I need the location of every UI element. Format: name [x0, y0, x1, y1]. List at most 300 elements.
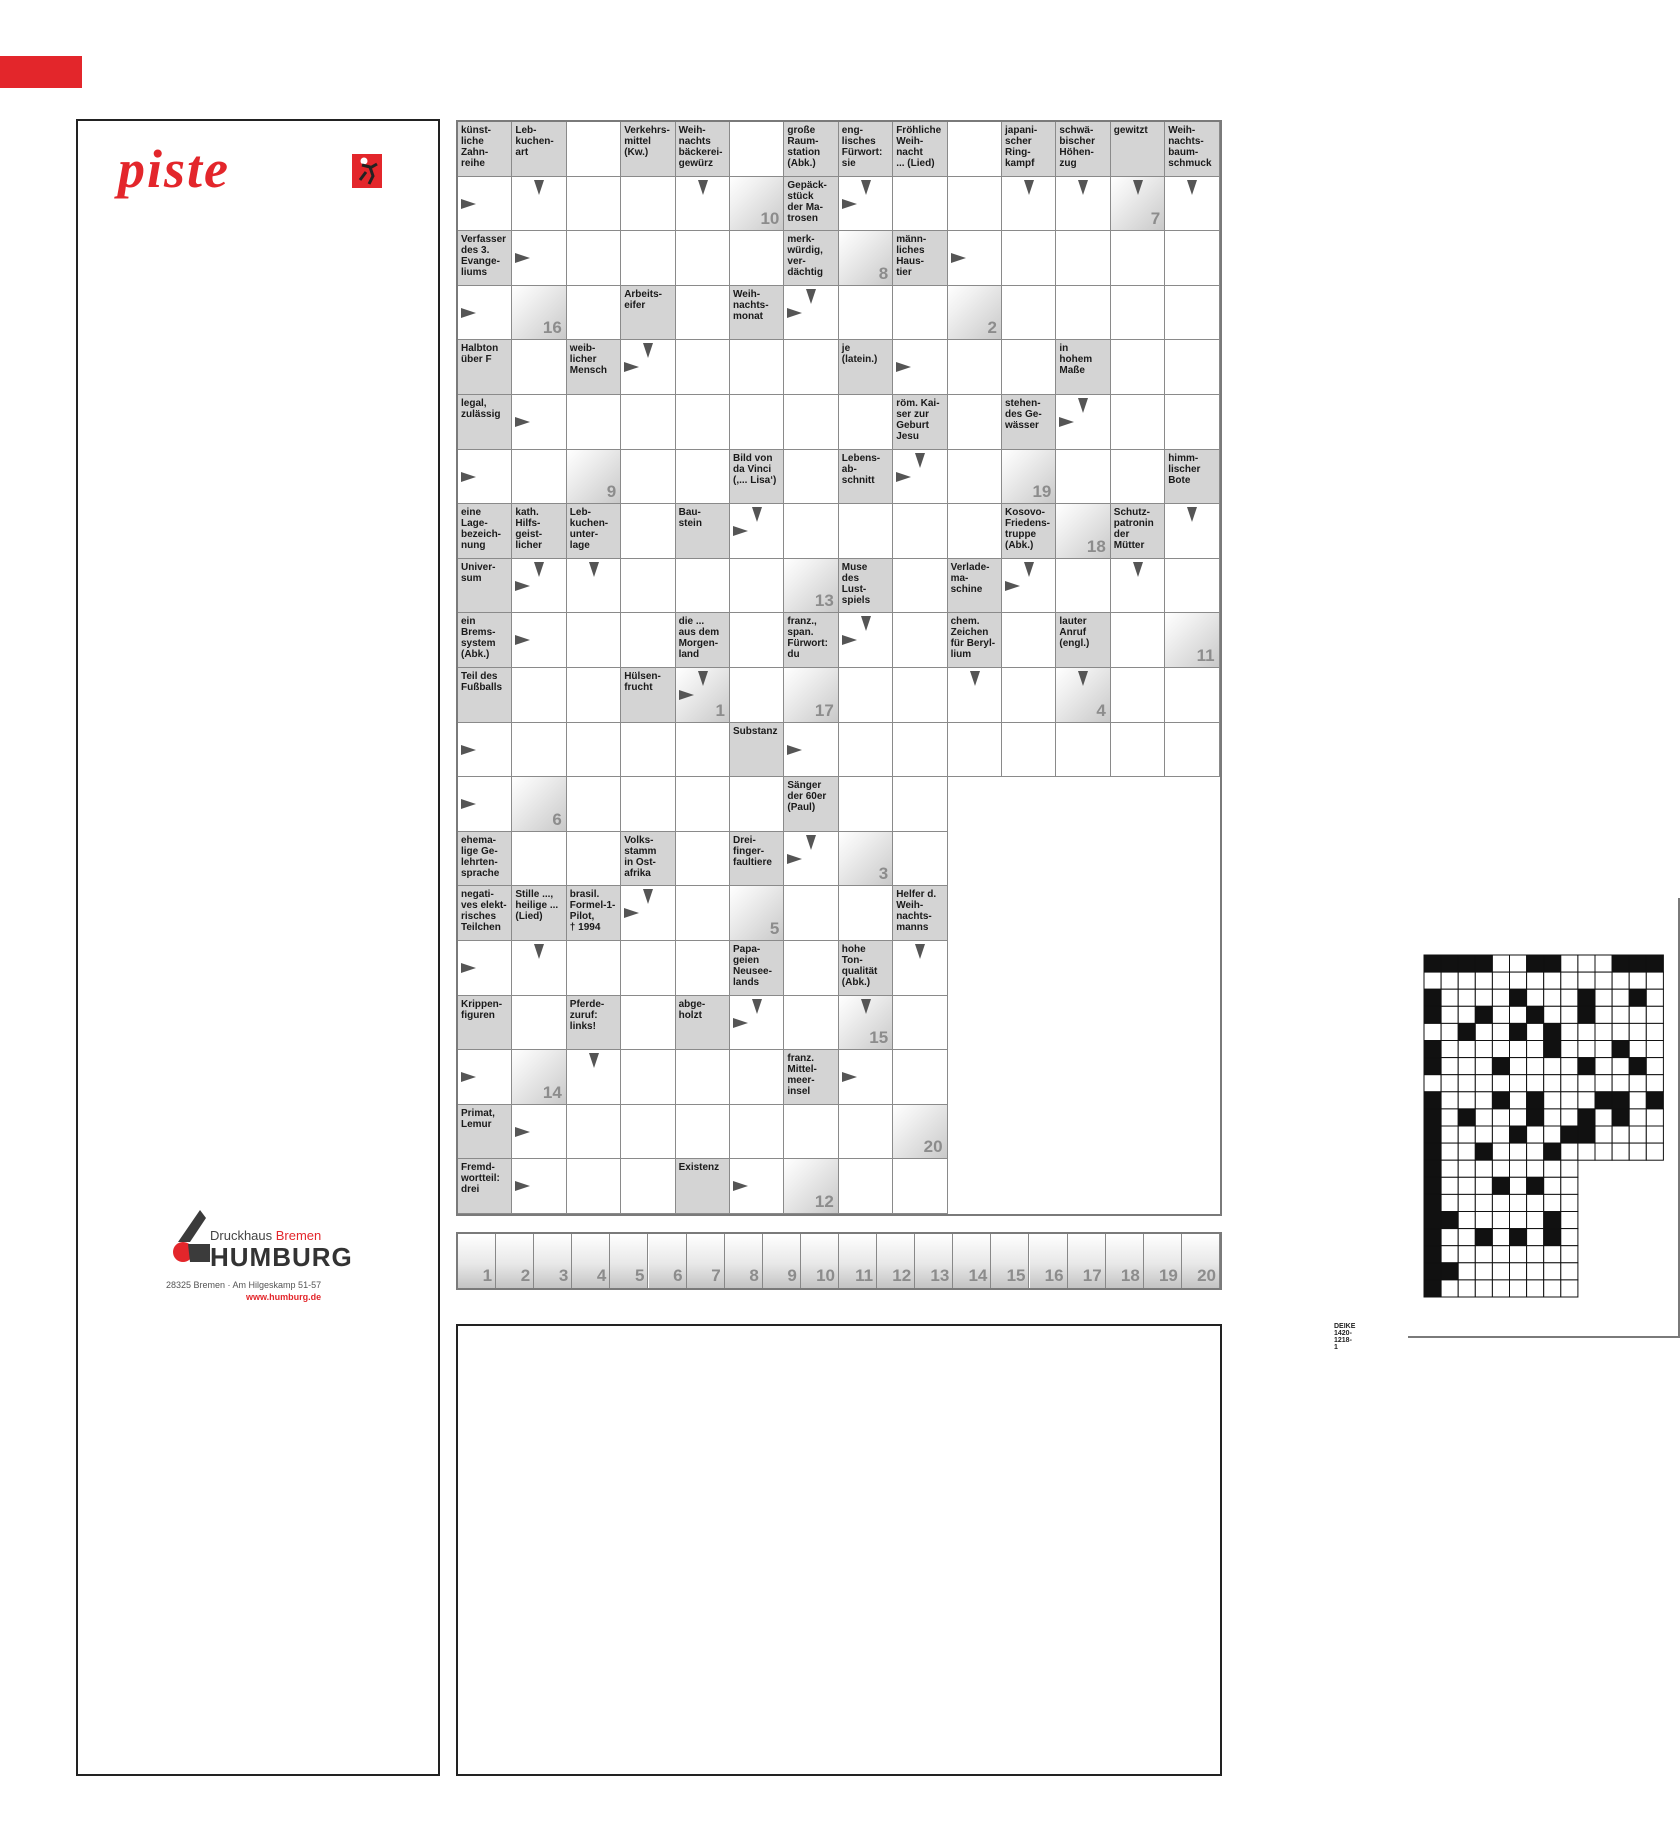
answer-cell[interactable] — [1111, 231, 1165, 286]
answer-cell[interactable] — [621, 613, 675, 668]
clue-cell — [893, 395, 947, 450]
clue-cell — [948, 559, 1002, 614]
arrow-down-icon — [915, 944, 925, 959]
solution-letter-number: 17 — [1082, 1266, 1102, 1285]
publisher-url[interactable]: www.humburg.de — [246, 1292, 322, 1302]
solution-letter-number: 3 — [558, 1266, 569, 1285]
solution-number: 1 — [715, 700, 725, 720]
clue-cell — [1111, 122, 1165, 177]
clue-text: negati- ves elekt- risches Teilchen — [461, 889, 507, 934]
answer-cell[interactable] — [1002, 723, 1056, 778]
answer-cell[interactable] — [621, 504, 675, 559]
clue-cell — [512, 886, 566, 941]
clue-text: Schutz- patronin der Mütter — [1113, 507, 1154, 552]
solution-letter-number: 8 — [749, 1266, 759, 1285]
clue-cell — [784, 122, 838, 177]
answer-cell[interactable] — [1165, 286, 1219, 341]
clue-text: Primat, Lemur — [461, 1107, 495, 1130]
arrow-down-icon — [698, 671, 708, 686]
clue-text: Helfer d. Weih- nachts- manns — [896, 889, 937, 934]
solution-letter-cell[interactable] — [496, 1234, 534, 1288]
clue-text: Existenz — [678, 1162, 720, 1174]
solution-letter-number: 19 — [1158, 1266, 1178, 1285]
arrow-down-icon — [534, 562, 544, 577]
arrow-down-icon — [1133, 562, 1143, 577]
clue-text: Halbton über F — [461, 343, 499, 366]
clue-text: Papa- geien Neusee- lands — [733, 944, 772, 988]
solution-number: 11 — [1196, 645, 1215, 665]
arrow-down-icon — [915, 453, 925, 468]
arrow-right-icon — [1059, 417, 1074, 427]
arrow-right-icon — [461, 799, 476, 809]
clue-cell — [458, 668, 512, 723]
answer-cell[interactable] — [893, 613, 947, 668]
arrow-down-icon — [806, 835, 816, 850]
arrow-down-icon — [861, 616, 871, 631]
answer-cell[interactable] — [730, 395, 784, 450]
clue-cell — [458, 559, 512, 614]
answer-cell[interactable] — [1056, 450, 1110, 505]
clue-cell — [458, 886, 512, 941]
answer-cell[interactable] — [948, 340, 1002, 395]
clue-text: Hülsen- frucht — [624, 671, 661, 693]
answer-cell[interactable] — [893, 1105, 947, 1160]
publisher-name: Druckhaus Bremen — [210, 1228, 322, 1243]
answer-cell[interactable] — [784, 668, 838, 723]
answer-cell[interactable] — [567, 723, 621, 778]
solution-letter-number: 4 — [596, 1266, 607, 1285]
answer-cell[interactable] — [676, 286, 730, 341]
answer-cell[interactable] — [676, 832, 730, 887]
answer-cell[interactable] — [1002, 450, 1056, 505]
answer-cell[interactable] — [1056, 559, 1110, 614]
clue-cell — [730, 286, 784, 341]
clue-cell — [784, 777, 838, 832]
clue-text: Drei- finger- faultiere — [733, 834, 772, 868]
answer-cell[interactable] — [730, 1050, 784, 1105]
answer-cell[interactable] — [948, 723, 1002, 778]
clue-text: Bau- stein — [678, 507, 702, 530]
answer-cell[interactable] — [730, 122, 784, 177]
clue-text: franz. Mittel- meer- insel — [787, 1053, 817, 1098]
arrow-right-icon — [733, 526, 748, 536]
clue-text: Lebens- ab- schnitt — [841, 452, 881, 486]
clue-cell — [621, 286, 675, 341]
arrow-down-icon — [861, 180, 871, 195]
answer-cell[interactable] — [1111, 286, 1165, 341]
answer-cell[interactable] — [1165, 559, 1219, 614]
answer-cell[interactable] — [1165, 613, 1219, 668]
clue-text: kath. Hilfs- geist- licher — [515, 507, 543, 552]
answer-cell[interactable] — [839, 886, 893, 941]
answer-cell[interactable] — [893, 777, 947, 832]
answer-cell[interactable] — [839, 395, 893, 450]
answer-cell[interactable] — [512, 668, 566, 723]
answer-cell[interactable] — [1111, 668, 1165, 723]
answer-cell[interactable] — [1165, 340, 1219, 395]
answer-cell[interactable] — [676, 450, 730, 505]
solution-letter-cell[interactable] — [801, 1234, 839, 1288]
solution-letter-number: 10 — [816, 1266, 835, 1285]
arrow-right-icon — [679, 690, 694, 700]
solution-number: 3 — [878, 864, 889, 884]
clue-cell — [1002, 122, 1056, 177]
answer-cell[interactable] — [676, 941, 730, 996]
answer-cell[interactable] — [784, 340, 838, 395]
answer-cell[interactable] — [621, 777, 675, 832]
answer-cell[interactable] — [948, 450, 1002, 505]
clue-text: Weih- nachts bäckerei- gewürz — [678, 125, 723, 169]
answer-cell[interactable] — [676, 231, 730, 286]
answer-cell[interactable] — [784, 886, 838, 941]
answer-cell[interactable] — [784, 450, 838, 505]
clue-cell — [567, 886, 621, 941]
clue-cell — [1165, 450, 1219, 505]
answer-cell[interactable] — [948, 504, 1002, 559]
answer-cell[interactable] — [784, 941, 838, 996]
answer-cell[interactable] — [1111, 450, 1165, 505]
answer-cell[interactable] — [512, 996, 566, 1051]
answer-cell[interactable] — [512, 340, 566, 395]
arrow-right-icon — [842, 1072, 857, 1082]
answer-cell[interactable] — [1002, 231, 1056, 286]
arrow-right-icon — [624, 908, 639, 918]
solution-grid-icon — [1408, 898, 1680, 1338]
answer-cell[interactable] — [784, 996, 838, 1051]
solution-letter-cell[interactable] — [1106, 1234, 1144, 1288]
arrow-down-icon — [643, 343, 653, 358]
arrow-right-icon — [896, 362, 911, 372]
arrow-right-icon — [896, 472, 911, 482]
answer-cell[interactable] — [1056, 286, 1110, 341]
solution-number: 10 — [760, 209, 780, 229]
answer-cell[interactable] — [621, 177, 675, 232]
arrow-right-icon — [461, 1072, 476, 1082]
answer-cell[interactable] — [1111, 723, 1165, 778]
solution-word-row — [456, 1232, 1222, 1290]
solution-number: 2 — [987, 318, 997, 338]
answer-cell[interactable] — [567, 613, 621, 668]
answer-cell[interactable] — [893, 1050, 947, 1105]
answer-cell[interactable] — [621, 941, 675, 996]
clue-cell — [1002, 504, 1056, 559]
sidebar-panel — [76, 119, 440, 1776]
solution-letter-cell[interactable] — [687, 1234, 725, 1288]
answer-cell[interactable] — [621, 723, 675, 778]
clue-text: japani- scher Ring- kampf — [1005, 125, 1038, 169]
solution-letter-cell[interactable] — [991, 1234, 1029, 1288]
clue-cell — [948, 613, 1002, 668]
arrow-down-icon — [1187, 180, 1197, 195]
arrow-right-icon — [515, 417, 530, 427]
answer-cell[interactable] — [730, 177, 784, 232]
answer-cell[interactable] — [1111, 395, 1165, 450]
clue-cell — [893, 122, 947, 177]
solution-letter-number: 14 — [968, 1266, 988, 1285]
answer-cell[interactable] — [676, 1105, 730, 1160]
answer-cell[interactable] — [839, 668, 893, 723]
arrow-right-icon — [515, 581, 530, 591]
clue-text: gewitzt — [1113, 125, 1148, 136]
answer-cell[interactable] — [1165, 723, 1219, 778]
clue-text: brasil. Formel-1- Pilot, † 1994 — [569, 889, 616, 934]
answer-cell[interactable] — [567, 122, 621, 177]
answer-cell[interactable] — [567, 832, 621, 887]
answer-cell[interactable] — [784, 1159, 838, 1214]
answer-cell[interactable] — [893, 832, 947, 887]
answer-cell[interactable] — [512, 832, 566, 887]
solution-number: 9 — [606, 482, 617, 502]
answer-cell[interactable] — [676, 340, 730, 395]
clue-text: chem. Zeichen für Beryl- lium — [950, 616, 996, 661]
clue-text: männ- liches Haus- tier — [896, 234, 927, 279]
solution-letter-cell[interactable] — [1068, 1234, 1106, 1288]
answer-cell[interactable] — [839, 723, 893, 778]
solution-letter-number: 18 — [1120, 1266, 1140, 1285]
answer-cell[interactable] — [1002, 613, 1056, 668]
answer-cell[interactable] — [839, 1105, 893, 1160]
answer-cell[interactable] — [784, 395, 838, 450]
solution-letter-number: 20 — [1197, 1266, 1216, 1285]
clue-text: Stille ..., heilige ... (Lied) — [515, 889, 559, 923]
piste-logo — [118, 139, 408, 202]
arrow-down-icon — [970, 671, 980, 686]
answer-cell[interactable] — [730, 613, 784, 668]
answer-cell[interactable] — [839, 286, 893, 341]
solution-letter-cell[interactable] — [877, 1234, 915, 1288]
answer-cell[interactable] — [948, 177, 1002, 232]
clue-text: ein Brems- system (Abk.) — [461, 616, 496, 661]
answer-cell[interactable] — [730, 559, 784, 614]
clue-cell — [676, 122, 730, 177]
arrow-down-icon — [589, 1053, 599, 1068]
answer-cell[interactable] — [730, 340, 784, 395]
solution-letter-cell[interactable] — [1144, 1234, 1182, 1288]
answer-cell[interactable] — [1002, 340, 1056, 395]
arrow-right-icon — [461, 199, 476, 209]
answer-cell[interactable] — [676, 886, 730, 941]
solution-letter-cell[interactable] — [915, 1234, 953, 1288]
solution-letter-number: 12 — [892, 1266, 912, 1285]
answer-cell[interactable] — [512, 450, 566, 505]
answer-cell[interactable] — [512, 286, 566, 341]
arrow-down-icon — [1187, 507, 1197, 522]
answer-cell[interactable] — [1165, 668, 1219, 723]
answer-cell[interactable] — [567, 668, 621, 723]
solution-letter-number: 5 — [635, 1266, 645, 1285]
clue-cell — [1165, 122, 1219, 177]
clue-text: Teil des Fußballs — [461, 671, 503, 693]
answer-cell[interactable] — [676, 559, 730, 614]
solution-letter-cell[interactable] — [572, 1234, 610, 1288]
arrow-down-icon — [534, 180, 544, 195]
answer-cell[interactable] — [567, 1105, 621, 1160]
clue-cell — [567, 504, 621, 559]
answer-cell[interactable] — [893, 1159, 947, 1214]
answer-cell[interactable] — [893, 559, 947, 614]
solution-letter-cell[interactable] — [763, 1234, 801, 1288]
answer-cell[interactable] — [621, 1050, 675, 1105]
clue-cell — [458, 504, 512, 559]
answer-cell[interactable] — [948, 286, 1002, 341]
solution-letter-number: 16 — [1044, 1266, 1064, 1285]
answer-cell[interactable] — [567, 231, 621, 286]
answer-cell[interactable] — [676, 777, 730, 832]
answer-cell[interactable] — [893, 996, 947, 1051]
answer-cell[interactable] — [567, 177, 621, 232]
answer-cell[interactable] — [839, 777, 893, 832]
clue-cell — [839, 450, 893, 505]
clue-text: merk- würdig, ver- dächtig — [787, 234, 823, 279]
solution-letter-cell[interactable] — [1182, 1234, 1220, 1288]
clue-text: Leb- kuchen- unter- lage — [569, 507, 609, 552]
solution-letter-cell[interactable] — [725, 1234, 763, 1288]
clue-text: Weih- nachts- monat — [733, 288, 769, 322]
answer-cell[interactable] — [1111, 340, 1165, 395]
answer-cell[interactable] — [621, 996, 675, 1051]
clue-text: Muse des Lust- spiels — [841, 561, 871, 606]
answer-cell[interactable] — [567, 450, 621, 505]
answer-cell[interactable] — [621, 559, 675, 614]
solution-letter-cell[interactable] — [610, 1234, 648, 1288]
solution-letter-cell[interactable] — [953, 1234, 991, 1288]
clue-cell — [1056, 122, 1110, 177]
answer-cell[interactable] — [730, 1105, 784, 1160]
arrow-down-icon — [1078, 671, 1088, 686]
answer-cell[interactable] — [567, 395, 621, 450]
clue-text: Sänger der 60er (Paul) — [787, 780, 827, 814]
answer-cell[interactable] — [948, 395, 1002, 450]
answer-cell[interactable] — [1165, 395, 1219, 450]
clue-cell — [893, 886, 947, 941]
arrow-right-icon — [733, 1181, 748, 1191]
answer-cell[interactable] — [676, 395, 730, 450]
solution-letter-cell[interactable] — [534, 1234, 572, 1288]
answer-cell[interactable] — [621, 231, 675, 286]
answer-cell[interactable] — [839, 832, 893, 887]
clue-text: Leb- kuchen- art — [515, 125, 554, 158]
clue-text: röm. Kai- ser zur Geburt Jesu — [896, 398, 940, 442]
answer-cell[interactable] — [730, 886, 784, 941]
answer-cell[interactable] — [621, 450, 675, 505]
clue-text: Verfasser des 3. Evange- liums — [461, 234, 507, 279]
solution-letter-cell[interactable] — [1030, 1234, 1068, 1288]
arrow-right-icon — [787, 308, 802, 318]
arrow-down-icon — [806, 289, 816, 304]
answer-cell[interactable] — [621, 1159, 675, 1214]
clue-text: künst- liche Zahn- reihe — [461, 125, 491, 169]
answer-cell[interactable] — [567, 1159, 621, 1214]
clue-cell — [458, 395, 512, 450]
clue-cell — [458, 122, 512, 177]
solution-letter-cell[interactable] — [649, 1234, 687, 1288]
solution-letter-number: 1 — [482, 1266, 493, 1285]
answer-cell[interactable] — [1002, 668, 1056, 723]
answer-cell[interactable] — [784, 1105, 838, 1160]
answer-cell[interactable] — [567, 941, 621, 996]
answer-cell[interactable] — [676, 1050, 730, 1105]
clue-text: legal, zulässig — [461, 398, 501, 420]
arrow-down-icon — [643, 889, 653, 904]
clue-cell — [621, 832, 675, 887]
clue-cell — [893, 231, 947, 286]
answer-cell[interactable] — [512, 723, 566, 778]
answer-cell[interactable] — [893, 723, 947, 778]
answer-cell[interactable] — [1056, 231, 1110, 286]
answer-cell[interactable] — [730, 777, 784, 832]
clue-text: Arbeits- eifer — [624, 288, 662, 311]
solution-letter-cell[interactable] — [458, 1234, 496, 1288]
humburg-mark-icon — [170, 1208, 214, 1268]
answer-cell[interactable] — [893, 668, 947, 723]
answer-cell[interactable] — [948, 122, 1002, 177]
answer-cell[interactable] — [893, 504, 947, 559]
solution-number: 5 — [769, 918, 780, 938]
arrow-right-icon — [624, 362, 639, 372]
arrow-down-icon — [1078, 398, 1088, 413]
answer-cell[interactable] — [676, 723, 730, 778]
answer-cell[interactable] — [1056, 723, 1110, 778]
clue-cell — [458, 1159, 512, 1214]
answer-cell[interactable] — [1165, 231, 1219, 286]
answer-cell[interactable] — [839, 504, 893, 559]
answer-cell[interactable] — [621, 1105, 675, 1160]
clue-cell — [839, 340, 893, 395]
solution-letter-number: 9 — [787, 1266, 797, 1285]
arrow-down-icon — [1133, 180, 1143, 195]
answer-cell[interactable] — [1111, 613, 1165, 668]
solution-number: 7 — [1150, 209, 1161, 229]
clue-cell — [676, 613, 730, 668]
puzzle-credit: DEIKE 1420-1218-1 — [1334, 1323, 1356, 1351]
clue-text: Verlade- ma- schine — [950, 561, 990, 595]
clue-text: in hohem Maße — [1059, 343, 1093, 377]
answer-cell[interactable] — [567, 777, 621, 832]
arrow-down-icon — [1024, 180, 1034, 195]
answer-cell[interactable] — [893, 286, 947, 341]
clue-cell — [784, 613, 838, 668]
answer-cell[interactable] — [784, 559, 838, 614]
publisher-brand: HUMBURG — [210, 1242, 353, 1272]
solution-number: 16 — [542, 318, 562, 338]
answer-cell[interactable] — [567, 286, 621, 341]
arrow-right-icon — [842, 199, 857, 209]
clue-text: Univer- sum — [461, 561, 496, 584]
red-accent-bar — [0, 56, 82, 88]
solution-number: 18 — [1086, 536, 1106, 556]
answer-cell[interactable] — [621, 395, 675, 450]
solution-letter-cell[interactable] — [839, 1234, 877, 1288]
answer-cell[interactable] — [784, 504, 838, 559]
answer-cell[interactable] — [730, 231, 784, 286]
clue-cell — [730, 450, 784, 505]
arrow-down-icon — [698, 180, 708, 195]
clue-text: Substanz — [733, 725, 778, 737]
answer-cell[interactable] — [839, 1159, 893, 1214]
arrow-right-icon — [787, 854, 802, 864]
answer-cell[interactable] — [893, 177, 947, 232]
answer-cell[interactable] — [512, 1050, 566, 1105]
answer-cell[interactable] — [1002, 286, 1056, 341]
clue-text: Gepäck- stück der Ma- trosen — [787, 179, 827, 224]
clue-cell — [458, 1105, 512, 1160]
logo-text: piste — [118, 139, 230, 199]
answer-cell[interactable] — [730, 668, 784, 723]
answer-cell[interactable] — [512, 777, 566, 832]
answer-cell[interactable] — [839, 231, 893, 286]
solution-letter-number: 6 — [673, 1266, 683, 1285]
answer-cell[interactable] — [1056, 504, 1110, 559]
